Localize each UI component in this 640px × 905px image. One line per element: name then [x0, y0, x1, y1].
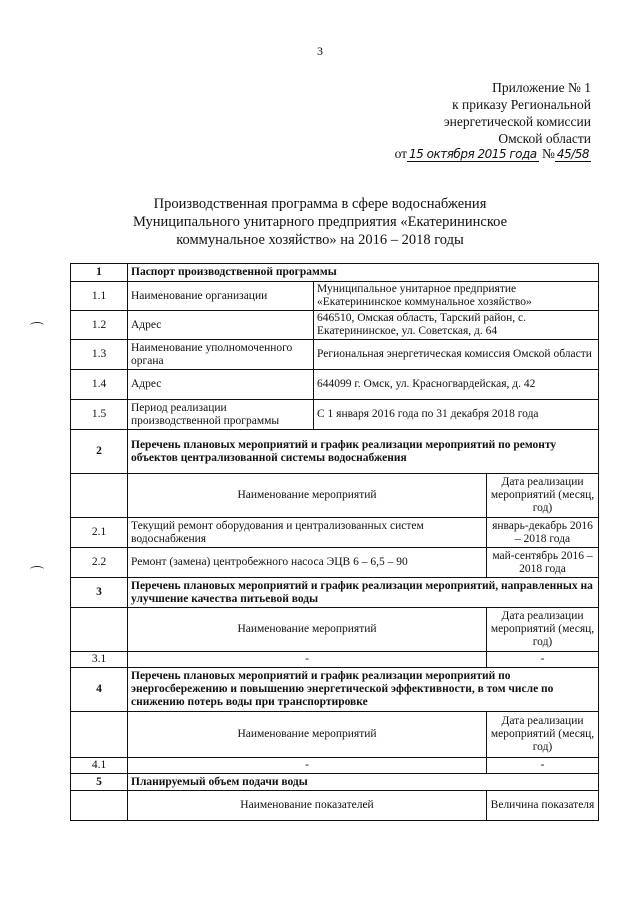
column-header-date: Дата реализации мероприятий (месяц, год) [487, 712, 599, 758]
row-label: Адрес [128, 370, 314, 400]
title-line-2: Муниципального унитарного предприятия «Екатерининское [132, 214, 508, 230]
table-row [71, 758, 599, 774]
table-row [71, 370, 599, 400]
row-number: 1.4 [71, 370, 128, 400]
order-date-handwritten: 15 октября 2015 года [409, 147, 537, 161]
appendix-line-3: энергетической комиссии [443, 114, 591, 129]
row-date: - [487, 758, 599, 774]
document-title [90, 195, 550, 249]
table-row [71, 340, 599, 370]
row-number: 1.5 [71, 400, 128, 430]
table-row [71, 518, 599, 548]
table-row [71, 400, 599, 430]
row-name: Ремонт (замена) центробежного насоса ЭЦВ 6 – 6,5 – 90 [128, 548, 487, 578]
row-name: - [128, 652, 487, 668]
section-row [71, 264, 599, 282]
appendix-line-2: к приказу Региональной [452, 97, 591, 112]
title-line-1: Производственная программа в сфере водоснабжения [153, 196, 487, 212]
appendix-line-1: Приложение № 1 [492, 80, 591, 95]
appendix-line-4: Омской области [498, 131, 591, 146]
column-header-date: Дата реализации мероприятий (месяц, год) [487, 474, 599, 518]
row-label: Период реализации производственной программы [128, 400, 314, 430]
order-reference [395, 146, 591, 162]
row-name: Текущий ремонт оборудования и централизованных систем водоснабжения [128, 518, 487, 548]
empty-cell [71, 791, 128, 821]
section-row [71, 668, 599, 712]
column-header-date: Дата реализации мероприятий (месяц, год) [487, 608, 599, 652]
section-title: Перечень плановых мероприятий и график реализации мероприятий по энергосбережению и повышению энергетической эффективности, в том числе по снижению потерь воды при транспортировке [128, 668, 599, 712]
row-label: Наименование организации [128, 282, 314, 311]
section-title: Перечень плановых мероприятий и график реализации мероприятий по ремонту объектов централизованной системы водоснабжения [128, 430, 599, 474]
column-header-name: Наименование мероприятий [128, 712, 487, 758]
section-title: Паспорт производственной программы [128, 264, 599, 282]
title-line-3: коммунальное хозяйство» на 2016 – 2018 годы [176, 232, 464, 248]
row-number: 2.2 [71, 548, 128, 578]
row-date: январь-декабрь 2016 – 2018 года [487, 518, 599, 548]
column-header-value: Величина показателя [487, 791, 599, 821]
table-row [71, 652, 599, 668]
table-row [71, 282, 599, 311]
column-header-row [71, 474, 599, 518]
row-value: С 1 января 2016 года по 31 декабря 2018 года [314, 400, 599, 430]
row-number: 1.1 [71, 282, 128, 311]
column-header-row [71, 608, 599, 652]
row-number: 1.2 [71, 311, 128, 340]
order-prefix: от [394, 146, 408, 161]
row-number: 3.1 [71, 652, 128, 668]
section-number: 5 [71, 774, 128, 791]
section-number: 2 [71, 430, 128, 474]
row-value: 644099 г. Омск, ул. Красногвардейская, д. 42 [314, 370, 599, 400]
row-number: 1.3 [71, 340, 128, 370]
row-label: Адрес [128, 311, 314, 340]
table-row [71, 311, 599, 340]
row-value: Региональная энергетическая комиссия Омской области [314, 340, 599, 370]
row-date: - [487, 652, 599, 668]
empty-cell [71, 712, 128, 758]
section-number: 4 [71, 668, 128, 712]
row-value: Муниципальное унитарное предприятие «Екатерининское коммунальное хозяйство» [314, 282, 599, 311]
page-number: 3 [317, 44, 323, 58]
production-program-table [70, 263, 599, 821]
section-number: 1 [71, 264, 128, 282]
column-header-name: Наименование мероприятий [128, 474, 487, 518]
section-number: 3 [71, 578, 128, 608]
section-row [71, 578, 599, 608]
order-number-handwritten: 45/58 [556, 147, 589, 161]
row-number: 4.1 [71, 758, 128, 774]
row-name: - [128, 758, 487, 774]
section-title: Планируемый объем подачи воды [128, 774, 599, 791]
row-value: 646510, Омская область, Тарский район, с. Екатерининское, ул. Советская, д. 64 [314, 311, 599, 340]
empty-cell [71, 474, 128, 518]
empty-cell [71, 608, 128, 652]
section-title: Перечень плановых мероприятий и график реализации мероприятий, направленных на улучшение качества питьевой воды [128, 578, 599, 608]
column-header-row [71, 712, 599, 758]
column-header-row [71, 791, 599, 821]
order-number-prefix: № [542, 146, 555, 161]
section-row [71, 774, 599, 791]
row-label: Наименование уполномоченного органа [128, 340, 314, 370]
row-number: 2.1 [71, 518, 128, 548]
column-header-name: Наименование показателей [128, 791, 487, 821]
binding-mark [30, 322, 44, 329]
column-header-name: Наименование мероприятий [128, 608, 487, 652]
section-row [71, 430, 599, 474]
table-row [71, 548, 599, 578]
row-date: май-сентябрь 2016 – 2018 года [487, 548, 599, 578]
binding-mark [30, 566, 44, 573]
